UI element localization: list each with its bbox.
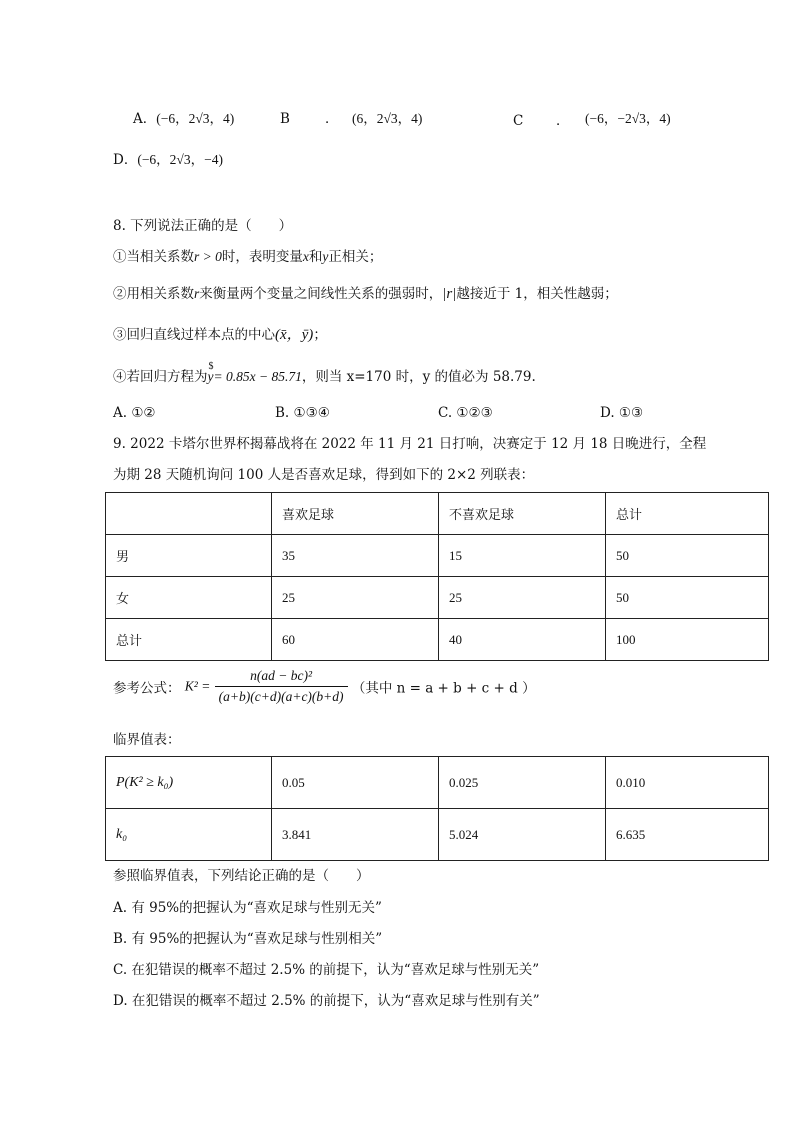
table-cell: 0.010	[606, 757, 769, 809]
table-cell: 6.635	[606, 809, 769, 861]
q8-statement-4	[113, 361, 536, 387]
reference-formula	[113, 668, 536, 705]
table-cell: 男	[106, 535, 272, 577]
q7-option-b-dot: ．	[325, 111, 339, 127]
q9-question: 参照临界值表，下列结论正确的是（ ）	[113, 868, 370, 884]
table-cell: 35	[272, 535, 439, 577]
q9-option-a: A. 有 95%的把握认为“喜欢足球与性别无关”	[113, 900, 382, 916]
q8-s2-text-a: ②用相关系数	[113, 286, 194, 302]
q9-option-d: D. 在犯错误的概率不超过 2.5% 的前提下，认为“喜欢足球与性别有关”	[113, 993, 540, 1009]
table-cell: 5.024	[439, 809, 606, 861]
q8-s1-text-a: ①当相关系数	[113, 249, 194, 265]
formula-numerator: n(ad − bc)²	[215, 668, 348, 687]
q8-option-a: A. ①②	[113, 405, 156, 421]
q9-option-c: C. 在犯错误的概率不超过 2.5% 的前提下，认为“喜欢足球与性别无关”	[113, 962, 540, 978]
q9-stem-line-2: 为期 28 天随机询问 100 人是否喜欢足球，得到如下的 2×2 列联表：	[113, 467, 535, 483]
table-cell: 0.025	[439, 757, 606, 809]
q8-s1-text-b: 时，表明变量	[221, 249, 303, 265]
q8-s3-text-b: ；	[313, 327, 327, 343]
table-cell: P(K² ≥ k₀)	[106, 757, 272, 809]
q8-s4-text-b: ，则当 x=170 时，y 的值必为 58.79.	[301, 369, 536, 385]
q7-option-b	[280, 109, 290, 129]
q7-option-a	[133, 109, 234, 129]
formula-fraction	[215, 668, 348, 705]
table-cell: 15	[439, 535, 606, 577]
q7-option-a-label: A．	[133, 111, 157, 127]
q8-s1-y: y	[322, 249, 329, 264]
formula-label: 参考公式：	[113, 680, 181, 697]
q8-s1-text-c: 和	[308, 249, 323, 265]
table-header-cell: 不喜欢足球	[439, 493, 606, 535]
q7-option-a-value: (−6，2√3，4)	[156, 111, 235, 126]
formula-lhs: K² =	[184, 678, 211, 694]
table-header-cell: 喜欢足球	[272, 493, 439, 535]
q8-statement-3	[113, 325, 327, 345]
table-header-cell: 总计	[606, 493, 769, 535]
table-cell: 总计	[106, 619, 272, 661]
table-cell: 3.841	[272, 809, 439, 861]
q8-s4-text-a: ④若回归方程为	[113, 369, 208, 385]
table-cell: 女	[106, 577, 272, 619]
q8-s2-r: r	[194, 286, 200, 301]
q7-option-b-value: (6，2√3，4)	[352, 111, 423, 126]
q8-s4-hat: $	[208, 361, 214, 372]
critical-value-table	[105, 756, 769, 861]
q8-option-d: D. ①③	[600, 405, 644, 421]
q9-option-b: B. 有 95%的把握认为“喜欢足球与性别相关”	[113, 931, 383, 947]
q8-s4-y: y	[207, 369, 214, 384]
q7-option-c-label: C	[513, 113, 524, 129]
table-cell: 60	[272, 619, 439, 661]
q8-statement-1	[113, 247, 382, 267]
q8-s1-math: r > 0	[194, 249, 222, 264]
table-cell: 0.05	[272, 757, 439, 809]
table-row	[106, 535, 769, 577]
table-header-row	[106, 493, 769, 535]
table-cell: 40	[439, 619, 606, 661]
table-row	[106, 577, 769, 619]
table-cell	[106, 493, 272, 535]
table-cell: 50	[606, 535, 769, 577]
table-cell: 50	[606, 577, 769, 619]
q7-option-d	[113, 150, 223, 170]
q8-s1-text-d: 正相关；	[328, 249, 383, 265]
table-cell: 25	[439, 577, 606, 619]
q8-stem: 8. 下列说法正确的是（ ）	[113, 218, 293, 234]
q7-option-c-dot: ．	[556, 113, 570, 129]
q8-statement-2	[113, 284, 618, 304]
table-row	[106, 809, 769, 861]
q7-option-b-label: B	[280, 111, 290, 127]
contingency-table	[105, 492, 769, 661]
q8-s2-text-c: 越接近于 1，相关性越弱；	[456, 286, 618, 302]
table-cell: k₀	[106, 809, 272, 861]
q8-option-b: B. ①③④	[275, 405, 330, 421]
q7-option-d-value: (−6，2√3，−4)	[137, 152, 223, 167]
q8-s3-text-a: ③回归直线过样本点的中心	[113, 327, 275, 343]
formula-denominator: (a+b)(c+d)(a+c)(b+d)	[218, 689, 344, 704]
table-row	[106, 757, 769, 809]
q8-s3-center: (x̄，ȳ)	[275, 327, 314, 343]
q8-option-c: C. ①②③	[438, 405, 493, 421]
q8-s2-abs-r: |r|	[442, 286, 457, 302]
q8-s1-x: x	[302, 249, 309, 264]
table-cell: 100	[606, 619, 769, 661]
q8-s2-text-b: 来衡量两个变量之间线性关系的强弱时，	[199, 286, 443, 302]
q9-stem-line-1: 9. 2022 卡塔尔世界杯揭幕战将在 2022 年 11 月 21 日打响，决赛定于 12 月 18 日晚进行，全程	[113, 436, 707, 452]
table-row	[106, 619, 769, 661]
table-cell: 25	[272, 577, 439, 619]
q7-option-d-label: D．	[113, 152, 138, 168]
formula-note: （其中 n = a + b + c + d ）	[351, 680, 536, 697]
q7-option-c-value: (−6，−2√3，4)	[585, 111, 671, 126]
critical-value-label: 临界值表：	[113, 732, 181, 748]
q8-s4-equation: = 0.85x − 85.71	[213, 369, 302, 384]
